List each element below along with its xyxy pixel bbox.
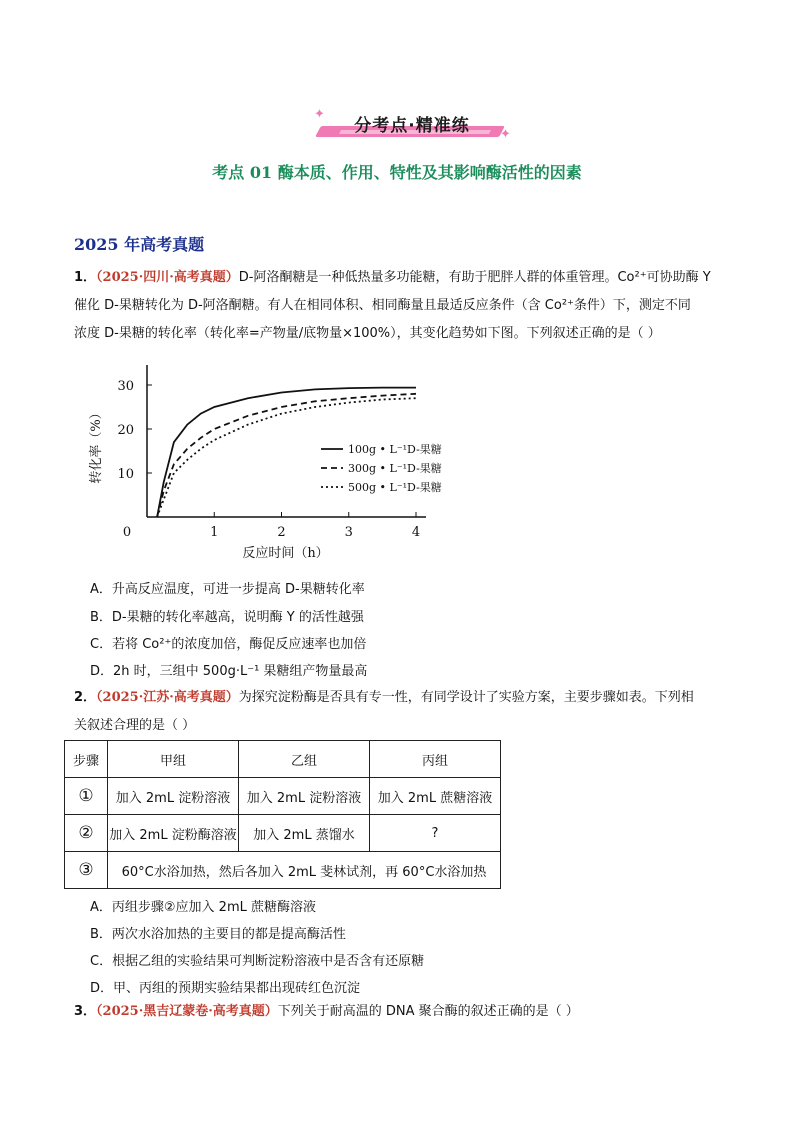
x-tick-label: 3 bbox=[344, 525, 353, 540]
table-cell: 60°C水浴加热，然后各加入 2mL 斐林试剂，再 60°C水浴加热 bbox=[108, 852, 501, 889]
option-b[interactable]: B．D-果糖的转化率越高，说明酶 Y 的活性越强 bbox=[90, 610, 364, 625]
sparkle-icon: ✦ bbox=[500, 127, 511, 142]
table-cell: ① bbox=[65, 778, 108, 815]
question-2-line-1 bbox=[74, 684, 726, 712]
option-c[interactable]: C．根据乙组的实验结果可判断淀粉溶液中是否含有还原糖 bbox=[90, 954, 425, 969]
legend-label: 300g • L⁻¹D-果糖 bbox=[348, 462, 442, 475]
table-row bbox=[65, 815, 501, 852]
question-source: （2025·四川·高考真题） bbox=[96, 270, 239, 285]
table-cell: ? bbox=[370, 815, 501, 852]
question-3-text bbox=[74, 998, 726, 1026]
question-1-line-2: 催化 D-果糖转化为 D-阿洛酮糖。有人在相同体积、相同酶量且最适反应条件（含 Co²⁺条件）下，测定不同 bbox=[74, 298, 691, 313]
series-line bbox=[157, 398, 416, 517]
table-cell: ② bbox=[65, 815, 108, 852]
table-cell: 加入 2mL 淀粉溶液 bbox=[108, 778, 239, 815]
x-tick-label: 2 bbox=[277, 525, 286, 540]
table-cell: ③ bbox=[65, 852, 108, 889]
question-source: （2025·江苏·高考真题） bbox=[96, 690, 239, 705]
y-tick-label: 20 bbox=[117, 423, 134, 438]
question-text: 下列关于耐高温的 DNA 聚合酶的叙述正确的是（ ） bbox=[277, 1004, 579, 1019]
x-tick-label: 0 bbox=[122, 525, 132, 540]
conversion-rate-chart bbox=[70, 357, 475, 567]
y-axis-label: 转化率（%） bbox=[89, 406, 104, 484]
banner-title: 分考点·精准练 bbox=[354, 116, 470, 136]
question-1-line-1 bbox=[74, 264, 726, 292]
question-3-line-1 bbox=[74, 998, 726, 1026]
question-text: 为探究淀粉酶是否具有专一性，有同学设计了实验方案，主要步骤如表。下列相 bbox=[238, 690, 694, 705]
question-1-text bbox=[74, 264, 726, 348]
experiment-steps-table bbox=[64, 740, 501, 889]
question-number: 1． bbox=[74, 270, 97, 285]
legend-label: 100g • L⁻¹D-果糖 bbox=[348, 443, 442, 456]
x-tick-label: 4 bbox=[411, 525, 421, 540]
question-2-text bbox=[74, 684, 726, 740]
table-cell: 加入 2mL 蔗糖溶液 bbox=[370, 778, 501, 815]
x-tick-label: 1 bbox=[210, 525, 219, 540]
option-a[interactable]: A．丙组步骤②应加入 2mL 蔗糖酶溶液 bbox=[90, 900, 316, 915]
option-d[interactable]: D．甲、丙组的预期实验结果都出现砖红色沉淀 bbox=[90, 981, 361, 996]
table-header-cell: 甲组 bbox=[108, 741, 239, 778]
table-row bbox=[65, 778, 501, 815]
table-header-row bbox=[65, 741, 501, 778]
question-number: 2． bbox=[74, 690, 97, 705]
question-text: D-阿洛酮糖是一种低热量多功能糖，有助于肥胖人群的体重管理。Co²⁺可协助酶 Y bbox=[238, 270, 711, 285]
y-tick-label: 10 bbox=[117, 467, 134, 482]
table-header-cell: 乙组 bbox=[239, 741, 370, 778]
table-header-cell: 步骤 bbox=[65, 741, 108, 778]
section-title: 2025 年高考真题 bbox=[74, 235, 205, 254]
option-d[interactable]: D．2h 时，三组中 500g·L⁻¹ 果糖组产物量最高 bbox=[90, 664, 368, 679]
question-2-line-2: 关叙述合理的是（ ） bbox=[74, 718, 196, 733]
option-a[interactable]: A．升高反应温度，可进一步提高 D-果糖转化率 bbox=[90, 582, 365, 597]
x-axis-label: 反应时间（h） bbox=[242, 546, 329, 561]
table-cell: 加入 2mL 淀粉溶液 bbox=[239, 778, 370, 815]
y-tick-label: 30 bbox=[117, 379, 134, 394]
option-c[interactable]: C．若将 Co²⁺的浓度加倍，酶促反应速率也加倍 bbox=[90, 637, 367, 652]
table-header-cell: 丙组 bbox=[370, 741, 501, 778]
topic-title: 考点 01 酶本质、作用、特性及其影响酶活性的因素 bbox=[212, 163, 582, 182]
question-1-line-3: 浓度 D-果糖的转化率（转化率=产物量/底物量×100%），其变化趋势如下图。下列叙述正确的是（ ） bbox=[74, 326, 661, 341]
sparkle-icon: ✦ bbox=[314, 107, 325, 122]
table-cell: 加入 2mL 淀粉酶溶液 bbox=[108, 815, 239, 852]
question-source: （2025·黑吉辽蒙卷·高考真题） bbox=[96, 1004, 278, 1019]
header-banner bbox=[314, 108, 510, 142]
option-b[interactable]: B．两次水浴加热的主要目的都是提高酶活性 bbox=[90, 927, 346, 942]
table-cell: 加入 2mL 蒸馏水 bbox=[239, 815, 370, 852]
table-row bbox=[65, 852, 501, 889]
legend-label: 500g • L⁻¹D-果糖 bbox=[348, 481, 442, 494]
question-number: 3． bbox=[74, 1004, 97, 1019]
